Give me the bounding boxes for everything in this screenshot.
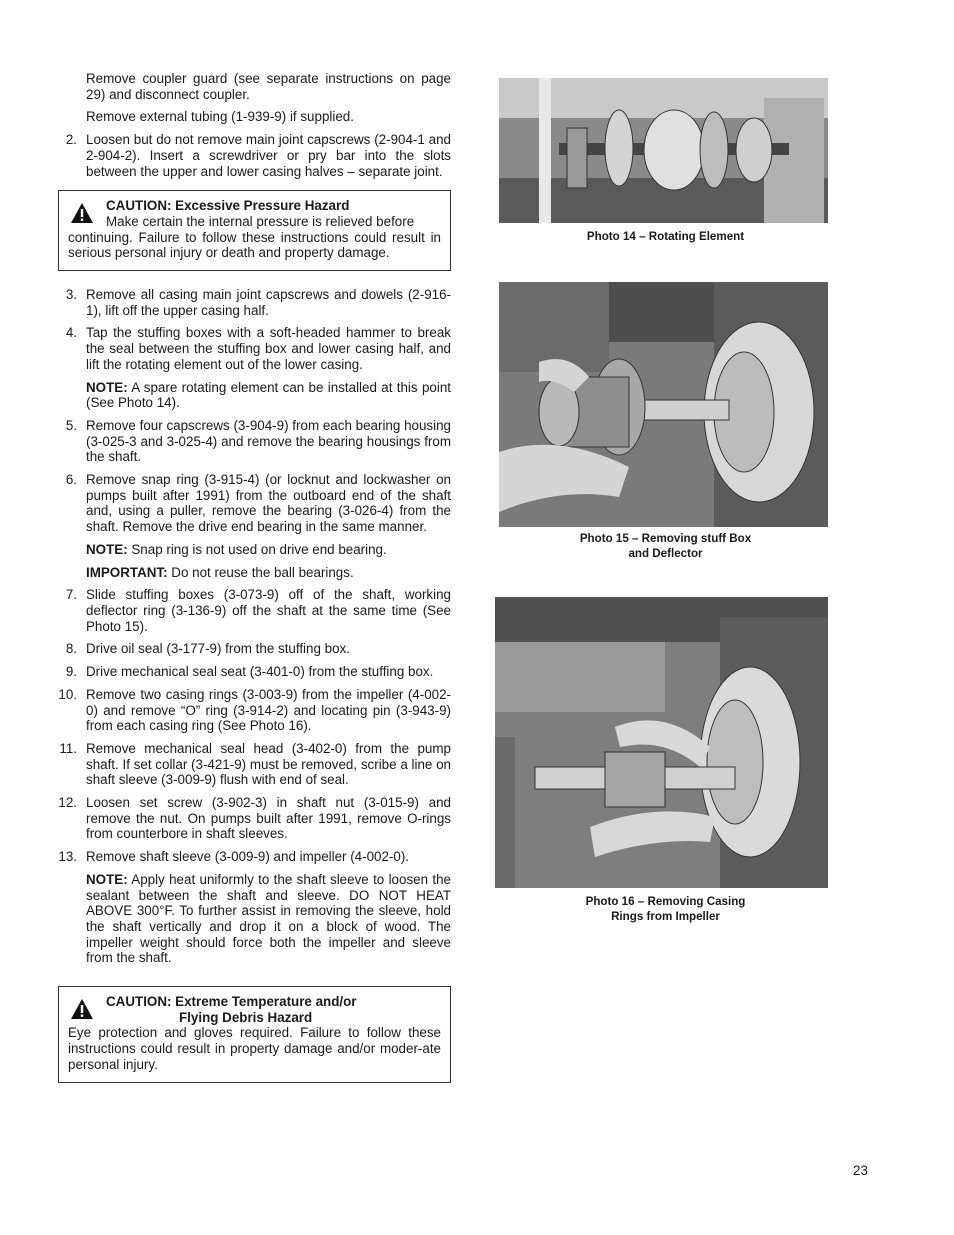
step-number: 12.: [58, 795, 77, 811]
note-important-bearings: [58, 565, 451, 581]
note-label: NOTE:: [86, 379, 128, 395]
step-text: Remove snap ring (3-915-4) (or locknut and lockwasher on pumps built after 1991) from the outboard end of the shaft and, using a puller, remove the bearing (3-026-4) from the shaft. Remove the drive end bearing in the same manner.: [86, 472, 451, 535]
casing-rings-illustration: [495, 597, 828, 888]
step-number: 6.: [65, 472, 77, 488]
step-text: Drive oil seal (3-177-9) from the stuffing box.: [86, 641, 350, 657]
step-2: [58, 132, 451, 179]
step-text: Remove shaft sleeve (3-009-9) and impeller (4-002-0).: [86, 849, 410, 865]
caution-body: Eye protection and gloves required. Failure to follow these instructions could result in property damage and/or moder-ate personal injury.: [68, 1025, 441, 1072]
photo-removing-casing-rings: [495, 597, 828, 888]
step-3: [58, 287, 451, 318]
photo-16-caption: [495, 894, 836, 924]
step-number: 13.: [58, 849, 77, 865]
photo-16-caption-line-2: Rings from Impeller: [611, 910, 720, 923]
intro-paragraph-2: Remove external tubing (1-939-9) if supplied.: [86, 109, 354, 125]
step-6: [58, 472, 451, 535]
step-text: Remove two casing rings (3-003-9) from the impeller (4-002-0) and remove “O” ring (3-914-2) and locating pin (3-943-9) from each casing ring (See Photo 16).: [86, 686, 451, 734]
photo-15-caption-line-2: and Deflector: [628, 547, 703, 560]
step-text: Drive mechanical seal seat (3-401-0) from the stuffing box.: [86, 664, 434, 680]
note-text: Snap ring is not used on drive end bearing.: [127, 541, 387, 557]
caution-title: CAUTION: Extreme Temperature and/or: [106, 994, 357, 1010]
intro-paragraph-1: Remove coupler guard (see separate instructions on page 29) and disconnect coupler.: [86, 71, 451, 102]
step-text: Slide stuffing boxes (3-073-9) off of the shaft, working deflector ring (3-136-9) off the shaft at the same time (See Photo 15).: [86, 587, 451, 634]
photo-rotating-element: [499, 78, 828, 223]
caution-box-temperature: [58, 986, 451, 1083]
note-label: NOTE:: [86, 541, 128, 557]
rotating-element-illustration: [499, 78, 828, 223]
step-8: [58, 641, 451, 657]
step-number: 2.: [65, 132, 77, 148]
photo-14-caption: Photo 14 – Rotating Element: [586, 230, 745, 243]
step-13: [58, 849, 451, 865]
note-label: NOTE:: [86, 871, 128, 887]
step-12: [58, 795, 451, 842]
step-number: 9.: [65, 664, 77, 680]
step-11: [58, 741, 451, 788]
step-number: 5.: [65, 417, 77, 433]
step-10: [58, 687, 451, 734]
warning-triangle-icon: [70, 202, 94, 224]
photo-15-caption-line-1: Photo 15 – Removing stuff Box: [579, 532, 752, 545]
photo-15-caption: [499, 531, 832, 561]
caution-title: CAUTION: Excessive Pressure Hazard: [106, 198, 350, 214]
caution-box-pressure: [58, 190, 451, 271]
stuffing-box-illustration: [499, 282, 828, 527]
note-label: IMPORTANT:: [86, 564, 168, 580]
step-9: [58, 664, 451, 680]
caution-body: continuing. Failure to follow these instructions could result in serious personal injury or death and property damage.: [68, 229, 441, 261]
step-4: [58, 325, 451, 372]
step-number: 11.: [59, 740, 77, 756]
page-number: 23: [853, 1163, 868, 1178]
step-number: 4.: [65, 325, 77, 341]
left-column: [58, 71, 451, 1099]
step-text: Tap the stuffing boxes with a soft-headed hammer to break the seal between the stuffing box and lower casing half, and lift the rotating element out of the lower casing.: [86, 325, 451, 372]
note-spare-element: [58, 380, 451, 411]
step-text: Remove all casing main joint capscrews and dowels (2-916-1), lift off the upper casing half.: [86, 287, 451, 318]
step-5: [58, 418, 451, 465]
caution-line-1: Make certain the internal pressure is relieved before: [106, 213, 415, 229]
step-text: Loosen but do not remove main joint capscrews (2-904-1 and 2-904-2). Insert a screwdriver or pry bar into the slots between the upper and lower casing halves – separate joint.: [86, 132, 451, 179]
step-number: 7.: [65, 587, 77, 603]
step-text: Loosen set screw (3-902-3) in shaft nut (3-015-9) and remove the nut. On pumps built after 1991, remove O-rings from counterbore in shaft sleeves.: [86, 795, 451, 842]
note-snap-ring: [58, 542, 451, 558]
step-7: [58, 587, 451, 634]
step-number: 8.: [65, 641, 77, 657]
photo-removing-stuffing-box: [499, 282, 828, 527]
note-text: Apply heat uniformly to the shaft sleeve to loosen the sealant between the shaft and sleeve. DO NOT HEAT ABOVE 300°F. To further assist in removing the sleeve, hold the shaft vertically and drop it on a block of wood. The impeller weight should force both the impeller and sleeve from the shaft.: [86, 871, 451, 966]
note-apply-heat: [58, 872, 451, 966]
step-text: Remove mechanical seal head (3-402-0) from the pump shaft. If set collar (3-421-9) must be removed, scribe a line on shaft sleeve (3-009-9) flush with end of seal.: [86, 740, 451, 788]
step-number: 10.: [58, 686, 77, 702]
caution-title-continued: Flying Debris Hazard: [179, 1009, 313, 1025]
warning-triangle-icon: [70, 998, 94, 1020]
note-text: Do not reuse the ball bearings.: [167, 564, 354, 580]
note-text: A spare rotating element can be installed at this point (See Photo 14).: [86, 379, 451, 411]
step-text: Remove four capscrews (3-904-9) from each bearing housing (3-025-3 and 3-025-4) and remove the bearing housings from the shaft.: [86, 417, 451, 465]
step-number: 3.: [65, 287, 77, 303]
photo-16-caption-line-1: Photo 16 – Removing Casing: [585, 895, 746, 908]
